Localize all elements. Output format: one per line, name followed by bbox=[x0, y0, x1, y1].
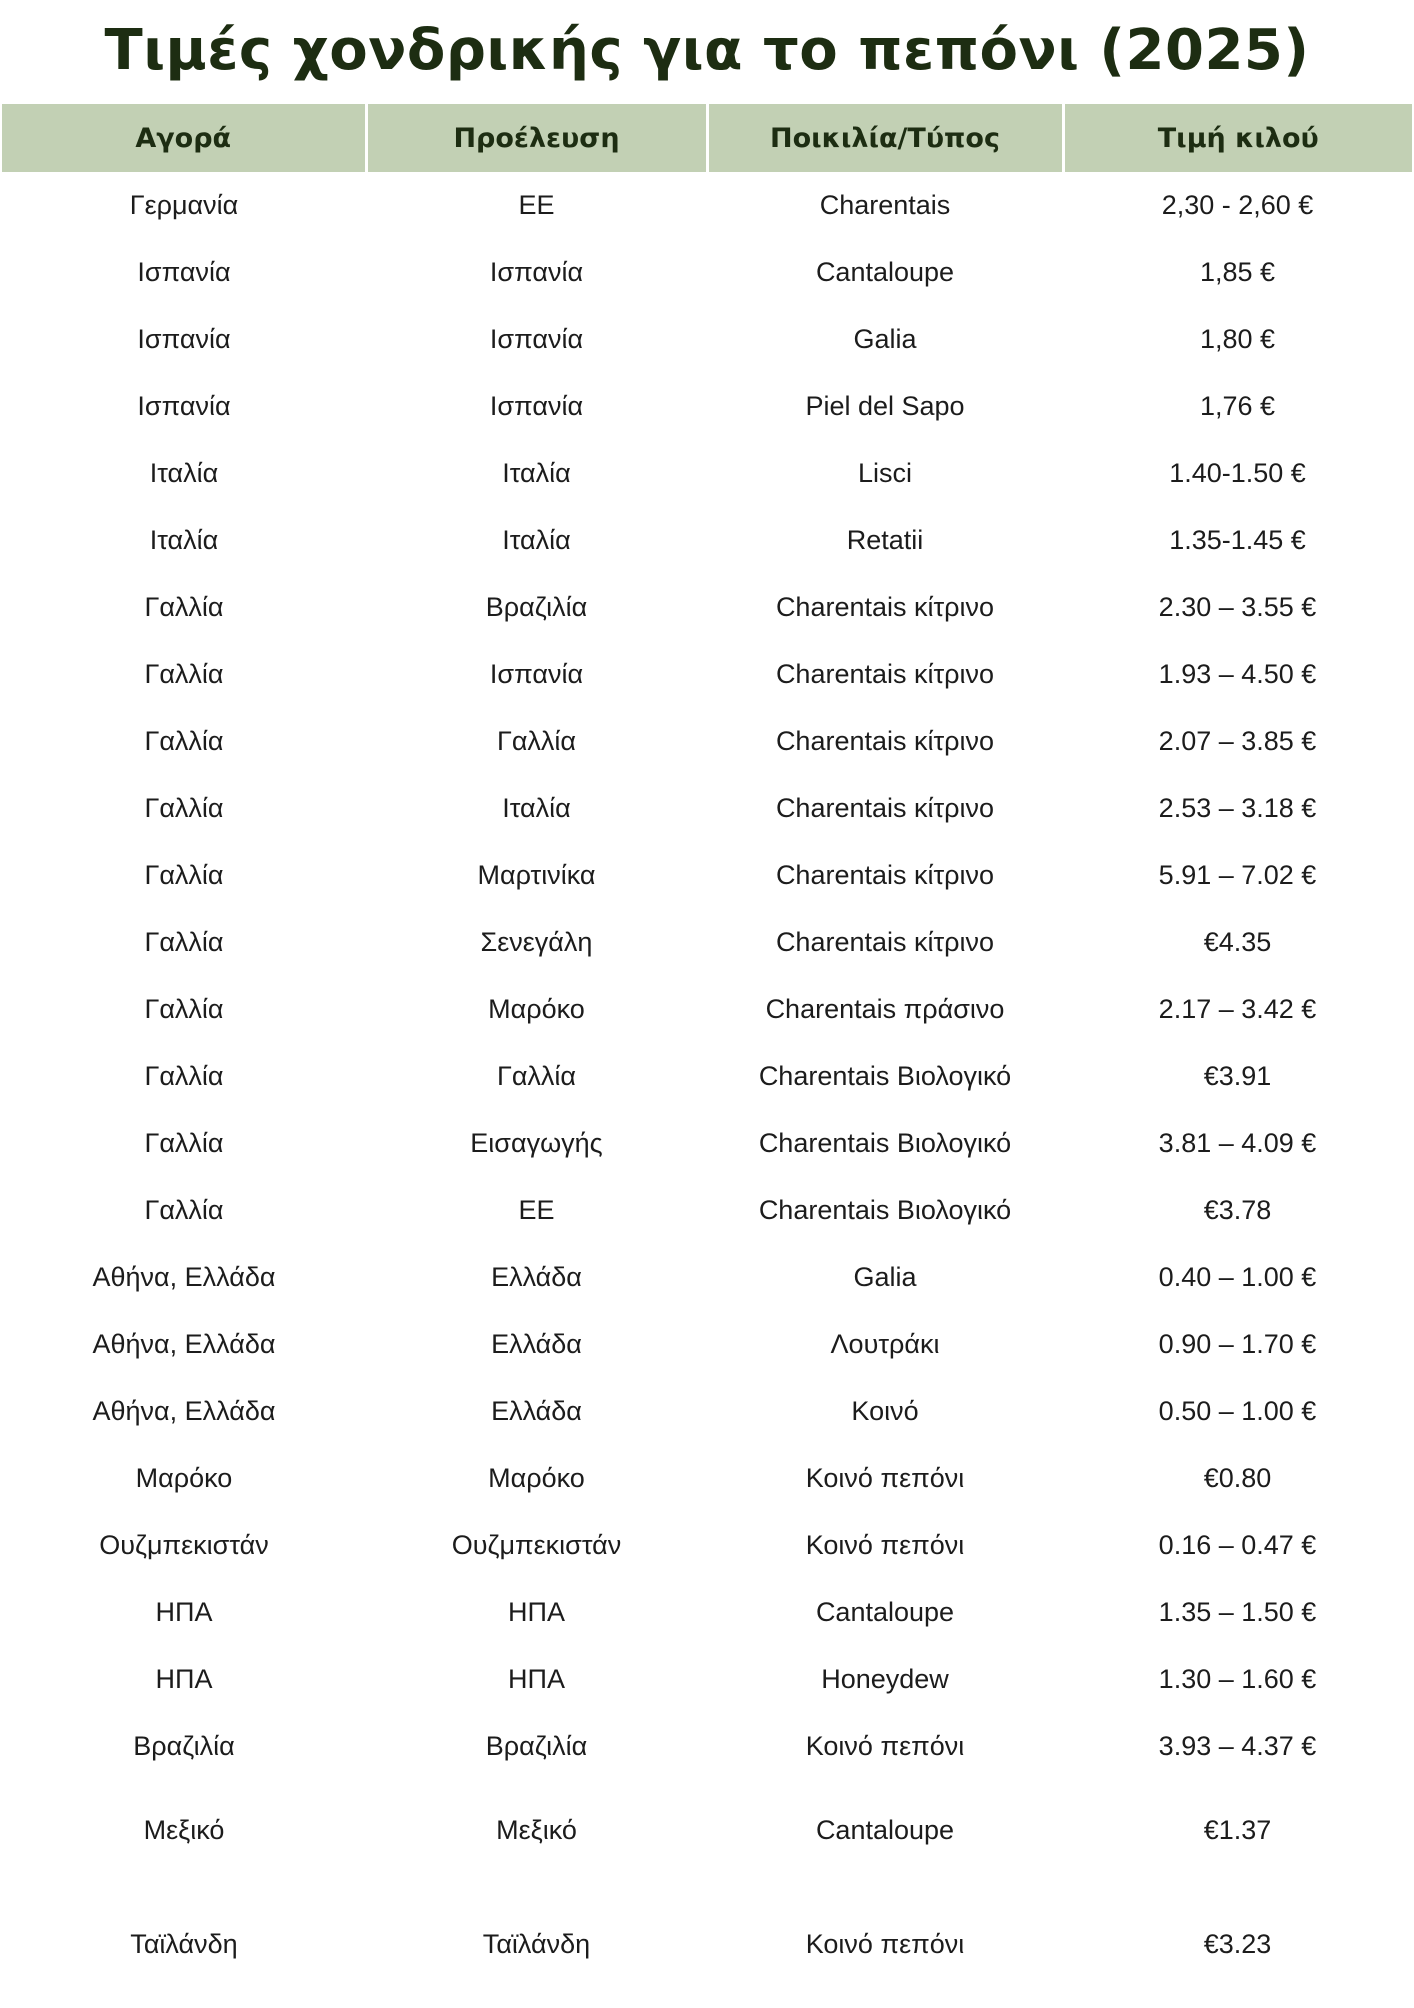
cell-price: €3.23 bbox=[1203, 1928, 1272, 1959]
cell-market: Ισπανία bbox=[137, 324, 231, 354]
cell-market: Γαλλία bbox=[144, 1128, 224, 1158]
cell-market: Ισπανία bbox=[137, 391, 231, 421]
cell-variety: Charentais bbox=[819, 190, 951, 220]
header-row bbox=[2, 104, 1412, 172]
cell-price: 1.93 – 4.50 € bbox=[1158, 659, 1317, 689]
cell-market: Γαλλία bbox=[144, 659, 224, 689]
table-row bbox=[2, 574, 1412, 641]
cell-market: Αθήνα, Ελλάδα bbox=[92, 1262, 276, 1292]
table-row bbox=[2, 507, 1412, 574]
table-row bbox=[2, 1646, 1412, 1713]
cell-variety: Charentais κίτρινο bbox=[775, 793, 995, 823]
cell-origin: Γαλλία bbox=[496, 726, 577, 756]
cell-variety: Λουτράκι bbox=[830, 1329, 940, 1359]
cell-variety: Galia bbox=[853, 1262, 917, 1292]
cell-variety: Lisci bbox=[857, 458, 912, 488]
cell-variety: Charentais κίτρινο bbox=[775, 659, 995, 689]
cell-market: Γαλλία bbox=[144, 1195, 224, 1225]
cell-market: ΗΠΑ bbox=[155, 1664, 213, 1694]
cell-origin: Μαρόκο bbox=[488, 1463, 585, 1493]
cell-origin: Εισαγωγής bbox=[470, 1128, 603, 1158]
cell-origin: Ελλάδα bbox=[491, 1262, 582, 1292]
cell-origin: Ελλάδα bbox=[491, 1329, 582, 1359]
cell-origin: Ταϊλάνδη bbox=[482, 1928, 591, 1959]
cell-market: Αθήνα, Ελλάδα bbox=[92, 1329, 276, 1359]
table-row bbox=[2, 1512, 1412, 1579]
cell-variety: Retatii bbox=[846, 525, 924, 555]
table-row bbox=[2, 239, 1412, 306]
table-row bbox=[2, 1244, 1412, 1311]
cell-origin: Σενεγάλη bbox=[480, 927, 593, 957]
cell-origin: ΕΕ bbox=[518, 1195, 555, 1225]
cell-market: Ιταλία bbox=[149, 525, 219, 555]
table-row bbox=[2, 373, 1412, 440]
cell-market: Γαλλία bbox=[144, 592, 224, 622]
table-row bbox=[2, 1311, 1412, 1378]
cell-origin: ΗΠΑ bbox=[507, 1597, 565, 1627]
cell-price: €4.35 bbox=[1203, 927, 1272, 957]
table-row bbox=[2, 1445, 1412, 1512]
table-header bbox=[2, 104, 1412, 172]
cell-origin: Βραζιλία bbox=[485, 592, 588, 622]
cell-market: Αθήνα, Ελλάδα bbox=[92, 1396, 276, 1426]
table-row bbox=[2, 1177, 1412, 1244]
cell-origin: Ιταλία bbox=[502, 458, 571, 488]
cell-price: 5.91 – 7.02 € bbox=[1158, 860, 1317, 890]
cell-variety: Κοινό πεπόνι bbox=[805, 1928, 965, 1959]
cell-price: 3.93 – 4.37 € bbox=[1158, 1731, 1317, 1761]
cell-price: 3.81 – 4.09 € bbox=[1158, 1128, 1317, 1158]
cell-price: 0.40 – 1.00 € bbox=[1158, 1262, 1317, 1292]
cell-price: 0.90 – 1.70 € bbox=[1158, 1329, 1317, 1359]
table-row bbox=[2, 842, 1412, 909]
cell-price: 2.30 – 3.55 € bbox=[1158, 592, 1317, 622]
cell-price: 1,85 € bbox=[1199, 257, 1276, 287]
table-row bbox=[2, 1043, 1412, 1110]
table-body bbox=[2, 172, 1412, 2008]
cell-origin: Ισπανία bbox=[489, 324, 584, 354]
table-row bbox=[2, 1110, 1412, 1177]
cell-variety: Κοινό πεπόνι bbox=[805, 1530, 965, 1560]
cell-variety: Κοινό πεπόνι bbox=[805, 1731, 965, 1761]
cell-price: 2.07 – 3.85 € bbox=[1158, 726, 1317, 756]
cell-origin: Βραζιλία bbox=[485, 1731, 588, 1761]
cell-origin: Μαρόκο bbox=[488, 994, 585, 1024]
cell-variety: Charentais Βιολογικό bbox=[758, 1128, 1012, 1158]
cell-variety: Charentais Βιολογικό bbox=[758, 1195, 1012, 1225]
cell-price: €0.80 bbox=[1203, 1463, 1272, 1493]
cell-origin: Μεξικό bbox=[496, 1814, 577, 1845]
cell-variety: Κοινό πεπόνι bbox=[805, 1463, 965, 1493]
table-row bbox=[2, 172, 1412, 239]
cell-market: Βραζιλία bbox=[133, 1731, 235, 1761]
cell-market: Γαλλία bbox=[144, 1061, 224, 1091]
table-row bbox=[2, 976, 1412, 1043]
table-row bbox=[2, 1880, 1412, 2008]
cell-market: Ουζμπεκιστάν bbox=[99, 1530, 269, 1560]
cell-price: 1.40-1.50 € bbox=[1169, 458, 1306, 488]
cell-market: Ισπανία bbox=[137, 257, 231, 287]
cell-variety: Cantaloupe bbox=[815, 1814, 955, 1845]
cell-variety: Κοινό bbox=[851, 1396, 919, 1426]
table-row bbox=[2, 306, 1412, 373]
cell-price: 0.50 – 1.00 € bbox=[1158, 1396, 1317, 1426]
cell-market: Γερμανία bbox=[129, 190, 239, 220]
cell-origin: Γαλλία bbox=[496, 1061, 577, 1091]
cell-market: ΗΠΑ bbox=[155, 1597, 213, 1627]
cell-price: €3.91 bbox=[1203, 1061, 1272, 1091]
header-origin: Προέλευση bbox=[366, 104, 707, 172]
cell-variety: Charentais κίτρινο bbox=[775, 726, 995, 756]
cell-market: Γαλλία bbox=[144, 860, 224, 890]
cell-price: 1,80 € bbox=[1199, 324, 1276, 354]
cell-price: 1,76 € bbox=[1199, 391, 1276, 421]
cell-market: Γαλλία bbox=[144, 793, 224, 823]
cell-price: €3.78 bbox=[1203, 1195, 1272, 1225]
price-table bbox=[2, 104, 1412, 2008]
page-title: Τιμές χονδρικής για το πεπόνι (2025) bbox=[104, 18, 1310, 83]
table-row bbox=[2, 1780, 1412, 1880]
cell-market: Μαρόκο bbox=[135, 1463, 233, 1493]
table-row bbox=[2, 1713, 1412, 1780]
cell-price: 2.53 – 3.18 € bbox=[1158, 793, 1317, 823]
cell-variety: Charentais πράσινο bbox=[765, 994, 1005, 1024]
cell-price: 0.16 – 0.47 € bbox=[1158, 1530, 1317, 1560]
cell-origin: Ελλάδα bbox=[491, 1396, 582, 1426]
table-row bbox=[2, 641, 1412, 708]
table-row bbox=[2, 708, 1412, 775]
cell-price: 1.30 – 1.60 € bbox=[1158, 1664, 1317, 1694]
cell-variety: Galia bbox=[853, 324, 917, 354]
table-row bbox=[2, 909, 1412, 976]
cell-price: 1.35 – 1.50 € bbox=[1158, 1597, 1317, 1627]
cell-market: Γαλλία bbox=[144, 927, 224, 957]
table-row bbox=[2, 775, 1412, 842]
cell-variety: Cantaloupe bbox=[815, 1597, 955, 1627]
cell-origin: Ουζμπεκιστάν bbox=[451, 1530, 622, 1560]
cell-origin: ΕΕ bbox=[518, 190, 555, 220]
cell-price: €1.37 bbox=[1203, 1814, 1272, 1845]
cell-variety: Cantaloupe bbox=[815, 257, 955, 287]
cell-market: Γαλλία bbox=[144, 994, 224, 1024]
cell-market: Γαλλία bbox=[144, 726, 224, 756]
cell-origin: Μαρτινίκα bbox=[477, 860, 596, 890]
cell-origin: Ιταλία bbox=[502, 793, 571, 823]
cell-price: 2,30 - 2,60 € bbox=[1161, 190, 1314, 220]
cell-market: Ιταλία bbox=[149, 458, 219, 488]
header-price: Τιμή κιλού bbox=[1063, 104, 1412, 172]
cell-origin: ΗΠΑ bbox=[507, 1664, 565, 1694]
cell-origin: Ισπανία bbox=[489, 257, 584, 287]
header-market: Αγορά bbox=[2, 104, 366, 172]
cell-variety: Piel del Sapo bbox=[805, 391, 965, 421]
cell-variety: Charentais Βιολογικό bbox=[758, 1061, 1012, 1091]
table-row bbox=[2, 440, 1412, 507]
table-row bbox=[2, 1579, 1412, 1646]
cell-market: Μεξικό bbox=[143, 1814, 225, 1845]
cell-origin: Ισπανία bbox=[489, 659, 584, 689]
cell-variety: Charentais κίτρινο bbox=[775, 592, 995, 622]
cell-price: 1.35-1.45 € bbox=[1169, 525, 1306, 555]
cell-variety: Charentais κίτρινο bbox=[775, 927, 995, 957]
cell-origin: Ιταλία bbox=[502, 525, 571, 555]
cell-variety: Charentais κίτρινο bbox=[775, 860, 995, 890]
cell-market: Ταϊλάνδη bbox=[130, 1928, 238, 1959]
table-row bbox=[2, 1378, 1412, 1445]
cell-price: 2.17 – 3.42 € bbox=[1158, 994, 1317, 1024]
cell-variety: Honeydew bbox=[821, 1664, 949, 1694]
header-variety: Ποικιλία/Τύπος bbox=[707, 104, 1063, 172]
cell-origin: Ισπανία bbox=[489, 391, 584, 421]
